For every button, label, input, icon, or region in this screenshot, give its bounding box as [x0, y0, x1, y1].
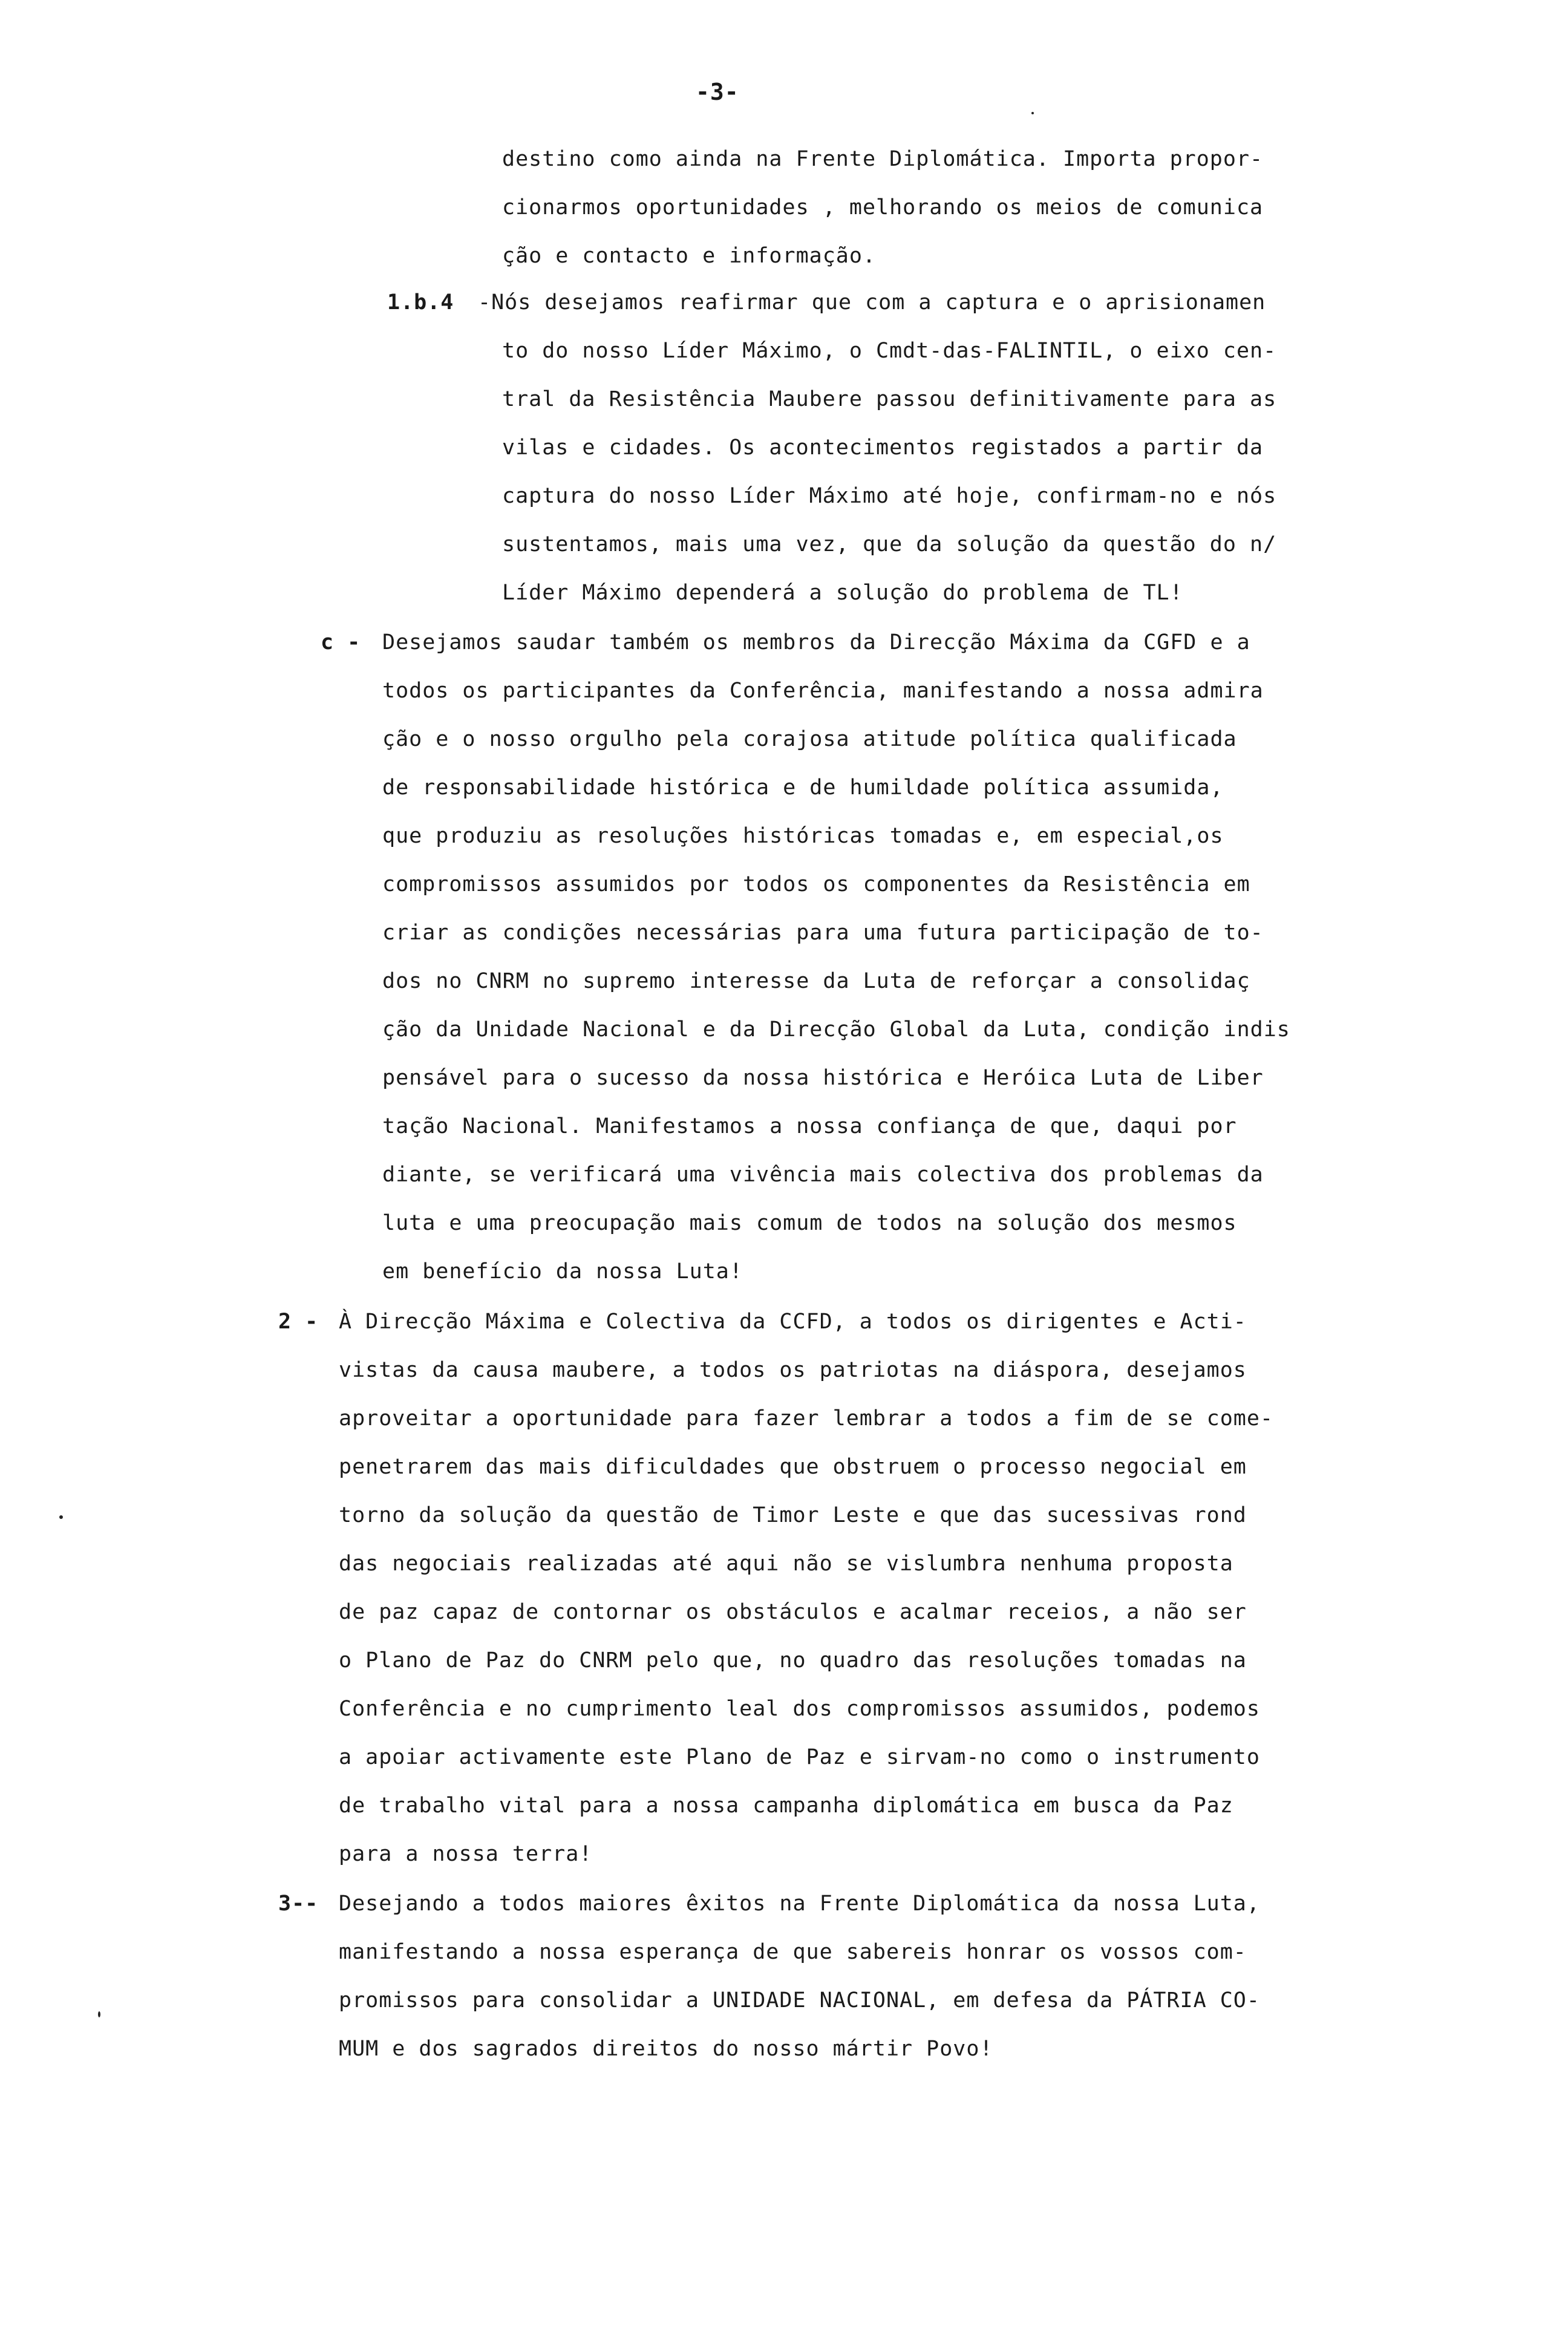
- item-c-line-10: pensável para o sucesso da nossa histórica e Heróica Luta de Liber: [382, 1066, 1264, 1090]
- item-2-line-1: À Direcção Máxima e Colectiva da CCFD, a todos os dirigentes e Acti-: [339, 1310, 1247, 1334]
- item-2-line-6: das negociais realizadas até aqui não se vislumbra nenhuma proposta: [339, 1552, 1233, 1576]
- item-c-line-14: em benefício da nossa Luta!: [382, 1259, 743, 1284]
- item-c-line-12: diante, se verificará uma vivência mais colectiva dos problemas da: [382, 1163, 1264, 1187]
- scan-speck: [59, 1515, 63, 1519]
- item-c-line-2: todos os participantes da Conferência, manifestando a nossa admira: [382, 679, 1264, 703]
- item-2-line-2: vistas da causa maubere, a todos os patriotas na diáspora, desejamos: [339, 1358, 1247, 1382]
- item-2-line-10: a apoiar activamente este Plano de Paz e sirvam-no como o instrumento: [339, 1745, 1260, 1769]
- intro-line-2: cionarmos oportunidades , melhorando os meios de comunica: [502, 195, 1264, 220]
- item-1b4-line-7: Líder Máximo dependerá a solução do problema de TL!: [502, 581, 1183, 605]
- intro-line-1: destino como ainda na Frente Diplomática. Importa propor-: [502, 147, 1264, 171]
- item-2-line-5: torno da solução da questão de Timor Leste e que das sucessivas rond: [339, 1503, 1247, 1527]
- item-2-line-12: para a nossa terra!: [339, 1842, 593, 1866]
- item-1b4-line-3: tral da Resistência Maubere passou definitivamente para as: [502, 387, 1277, 411]
- item-c-line-3: ção e o nosso orgulho pela corajosa atitude política qualificada: [382, 727, 1237, 751]
- item-c-line-7: criar as condições necessárias para uma futura participação de to-: [382, 921, 1264, 945]
- item-3-line-2: manifestando a nossa esperança de que sabereis honrar os vossos com-: [339, 1940, 1247, 1964]
- item-2-line-11: de trabalho vital para a nossa campanha diplomática em busca da Paz: [339, 1794, 1233, 1818]
- item-2-line-8: o Plano de Paz do CNRM pelo que, no quadro das resoluções tomadas na: [339, 1648, 1247, 1673]
- item-3-line-4: MUM e dos sagrados direitos do nosso mártir Povo!: [339, 2037, 993, 2061]
- item-3-line-1: Desejando a todos maiores êxitos na Frente Diplomática da nossa Luta,: [339, 1892, 1260, 1916]
- item-1b4-line-1: -Nós desejamos reafirmar que com a captura e o aprisionamen: [478, 290, 1266, 315]
- item-1b4-line-6: sustentamos, mais uma vez, que da solução da questão do n/: [502, 532, 1277, 557]
- item-c-line-4: de responsabilidade histórica e de humildade política assumida,: [382, 775, 1224, 800]
- page-number: -3-: [696, 79, 739, 105]
- item-c-line-1: Desejamos saudar também os membros da Direcção Máxima da CGFD e a: [382, 630, 1250, 655]
- item-1b4-label: 1.b.4: [387, 290, 454, 315]
- item-2-line-7: de paz capaz de contornar os obstáculos e acalmar receios, a não ser: [339, 1600, 1247, 1624]
- item-2-line-3: aproveitar a oportunidade para fazer lembrar a todos a fim de se come-: [339, 1406, 1274, 1431]
- item-c-label: c -: [321, 630, 361, 655]
- item-1b4-line-5: captura do nosso Líder Máximo até hoje, confirmam-no e nós: [502, 484, 1277, 508]
- item-3-label: 3--: [278, 1892, 319, 1916]
- item-c-line-9: ção da Unidade Nacional e da Direcção Global da Luta, condição indis: [382, 1017, 1290, 1042]
- item-c-line-8: dos no CNRM no supremo interesse da Luta de reforçar a consolidaç: [382, 969, 1250, 993]
- item-1b4-line-2: to do nosso Líder Máximo, o Cmdt-das-FALINTIL, o eixo cen-: [502, 339, 1277, 363]
- scan-speck: [1031, 112, 1034, 114]
- item-c-line-6: compromissos assumidos por todos os componentes da Resistência em: [382, 872, 1250, 896]
- item-2-line-9: Conferência e no cumprimento leal dos compromissos assumidos, podemos: [339, 1697, 1260, 1721]
- scan-speck: [98, 2011, 100, 2017]
- item-2-label: 2 -: [278, 1310, 319, 1334]
- item-2-line-4: penetrarem das mais dificuldades que obstruem o processo negocial em: [339, 1455, 1247, 1479]
- item-c-line-13: luta e uma preocupação mais comum de todos na solução dos mesmos: [382, 1211, 1237, 1235]
- item-3-line-3: promissos para consolidar a UNIDADE NACIONAL, em defesa da PÁTRIA CO-: [339, 1988, 1260, 2013]
- item-c-line-11: tação Nacional. Manifestamos a nossa confiança de que, daqui por: [382, 1114, 1237, 1138]
- item-1b4-line-4: vilas e cidades. Os acontecimentos registados a partir da: [502, 436, 1264, 460]
- item-c-line-5: que produziu as resoluções históricas tomadas e, em especial,os: [382, 824, 1224, 848]
- intro-line-3: ção e contacto e informação.: [502, 244, 877, 268]
